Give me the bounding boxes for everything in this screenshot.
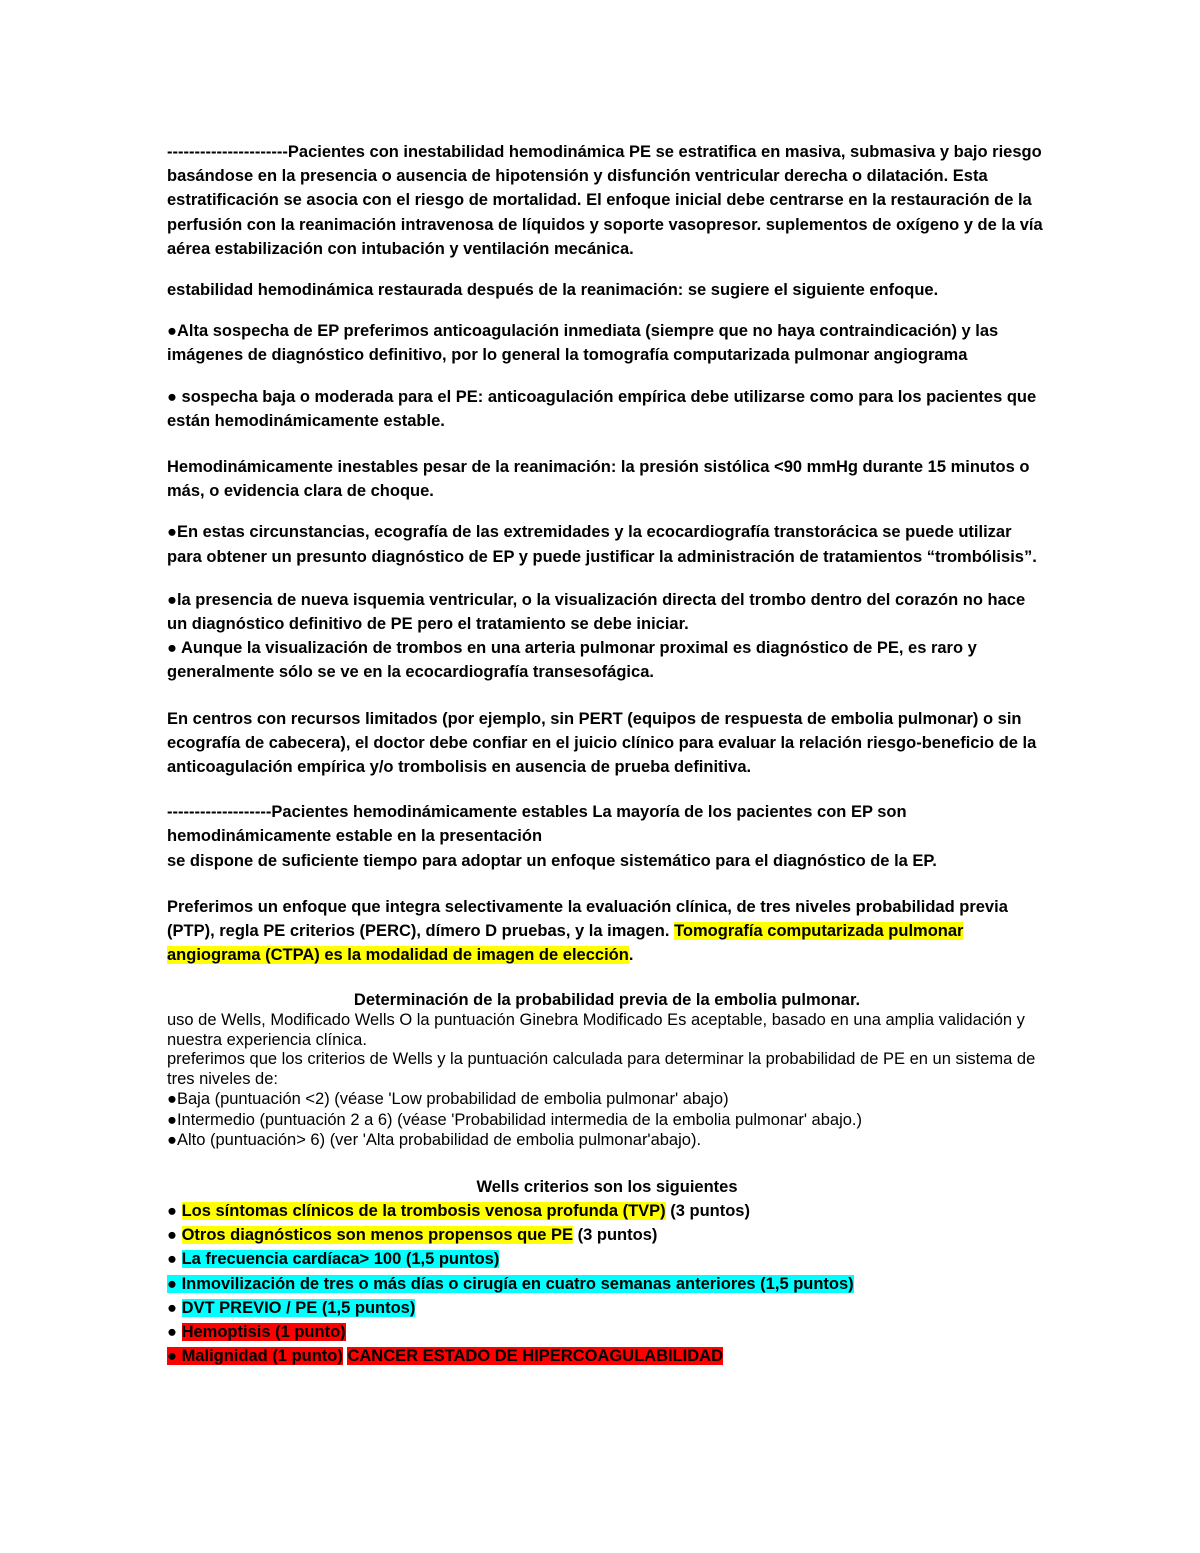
wells-item-dvt-symptoms [167,1199,1047,1223]
stable-patients-line: -------------------Pacientes hemodinámicamente estables La mayoría de los pacientes con EP son hemodinámicamente estable en la presentación [167,803,907,846]
wells-section [167,1175,1047,1368]
ptp-bullet-low: ●Baja (puntuación <2) (véase 'Low probabilidad de embolia pulmonar' abajo) [167,1090,729,1109]
ptp-three-tier: preferimos que los criterios de Wells y la puntuación calculada para determinar la probabilidad de PE en un sistema de tres niveles de: [167,1050,1036,1088]
document-body [167,140,1047,1368]
wells-item-points: (3 puntos) [573,1226,658,1245]
wells-item-text: DVT PREVIO / PE (1,5 puntos) [181,1298,416,1317]
ptp-section [167,989,1047,1151]
paragraph-low-suspicion: ● sospecha baja o moderada para el PE: anticoagulación empírica debe utilizarse como para los pacientes que están hemodinámicamente estable. [167,387,1037,430]
bullet-icon: ● [167,1323,182,1341]
hypercoagulability-note: CANCER ESTADO DE HIPERCOAGULABILIDAD [347,1347,724,1366]
wells-item-heart-rate [167,1247,1047,1271]
ischemia-line: ●la presencia de nueva isquemia ventricular, o la visualización directa del trombo dentro del corazón no hace un diagnóstico definitivo de PE pero el tratamiento se debe iniciar. [167,590,1026,634]
wells-item-text: La frecuencia cardíaca> 100 (1,5 puntos) [181,1250,500,1269]
wells-item-other-dx [167,1223,1047,1247]
wells-item-text: Los síntomas clínicos de la trombosis venosa profunda (TVP) [181,1201,666,1220]
wells-item-text: Malignidad (1 punto) [181,1347,343,1366]
wells-item-points: (3 puntos) [665,1201,750,1220]
paragraph-unstable-intro: ----------------------Pacientes con inestabilidad hemodinámica PE se estratifica en masiva, submasiva y bajo riesgo basándose en la presencia o ausencia de hipotensión y disfunción ventricular derecha o dilatación. Esta estratificación se asocia con el riesgo de mortalidad. El enfoque inicial debe centrarse en la restauración de la perfusión con la reanimación intravenosa de líquidos y soporte vasopresor. suplementos de oxígeno y de la vía aérea estabilización con intubación y ventilación mecánica. [167,143,1043,258]
ptp-heading: Determinación de la probabilidad previa de la embolia pulmonar. [353,991,861,1010]
paragraph-ischemia-thrombus [167,588,1047,685]
paragraph-echo-circumstances: ●En estas circunstancias, ecografía de las extremidades y la ecocardiografía transtorácica se puede utilizar para obtener un presunto diagnóstico de EP y puede justificar la administración de tratamientos “trombólisis”. [167,523,1037,566]
paragraph-high-suspicion: ●Alta sospecha de EP preferimos anticoagulación inmediata (siempre que no haya contraindicación) y las imágenes de diagnóstico definitivo, por lo general la tomografía computarizada pulmonar angiograma [167,322,999,365]
bullet-icon: ● [167,1274,182,1293]
wells-item-malignancy [167,1344,1047,1368]
paragraph-preferred-approach [167,895,1047,968]
paragraph-restored-stability: estabilidad hemodinámica restaurada después de la reanimación: se sugiere el siguiente enfoque. [167,281,939,300]
preferred-approach-end: . [628,946,634,965]
ptp-bullet-intermediate: ●Intermedio (puntuación 2 a 6) (véase 'Probabilidad intermedia de la embolia pulmonar' abajo.) [167,1110,862,1129]
wells-item-text: Hemoptisis (1 punto) [181,1323,346,1341]
wells-item-text: Otros diagnósticos son menos propensos que PE [181,1226,574,1245]
ctpa-highlight: Tomografía computarizada pulmonar angiograma (CTPA) es la modalidad de imagen de elección [167,922,964,965]
bullet-icon: ● [167,1298,182,1317]
wells-heading: Wells criterios son los siguientes [476,1177,738,1196]
wells-item-hemoptysis [167,1320,1047,1344]
paragraph-stable-patients [167,800,1047,873]
proximal-thrombus-line: ● Aunque la visualización de trombos en una arteria pulmonar proximal es diagnóstico de PE, es raro y generalmente sólo se ve en la ecocardiografía transesofágica. [167,639,977,682]
wells-item-immobilization [167,1272,1047,1296]
bullet-icon: ● [167,1347,182,1366]
bullet-icon: ● [167,1250,182,1269]
wells-criteria-list [167,1199,1047,1368]
preferred-approach-text: Preferimos un enfoque que integra selectivamente la evaluación clínica, de tres niveles probabilidad previa (PTP), regla PE criterios (PERC), dímero D pruebas, y la imagen. [167,897,1008,941]
bullet-icon: ● [167,1201,182,1220]
bullet-icon: ● [167,1226,182,1245]
ptp-wells-usage: uso de Wells, Modificado Wells O la puntuación Ginebra Modificado Es aceptable, basado en una amplia validación y nuestra experiencia clínica. [167,1011,1025,1049]
paragraph-limited-resources: En centros con recursos limitados (por ejemplo, sin PERT (equipos de respuesta de embolia pulmonar) o sin ecografía de cabecera), el doctor debe confiar en el juicio clínico para evaluar la relación riesgo-beneficio de la anticoagulación empírica y/o trombolisis en ausencia de prueba definitiva. [167,709,1037,777]
paragraph-unstable-despite: Hemodinámicamente inestables pesar de la reanimación: la presión sistólica <90 mmHg durante 15 minutos o más, o evidencia clara de choque. [167,458,1030,501]
ptp-bullet-high: ●Alto (puntuación> 6) (ver 'Alta probabilidad de embolia pulmonar'abajo). [167,1131,702,1150]
wells-item-text: Inmovilización de tres o más días o cirugía en cuatro semanas anteriores (1,5 puntos) [181,1274,854,1293]
stable-time-line: se dispone de suficiente tiempo para adoptar un enfoque sistemático para el diagnóstico de la EP. [167,851,937,870]
wells-item-prior-dvt [167,1296,1047,1320]
